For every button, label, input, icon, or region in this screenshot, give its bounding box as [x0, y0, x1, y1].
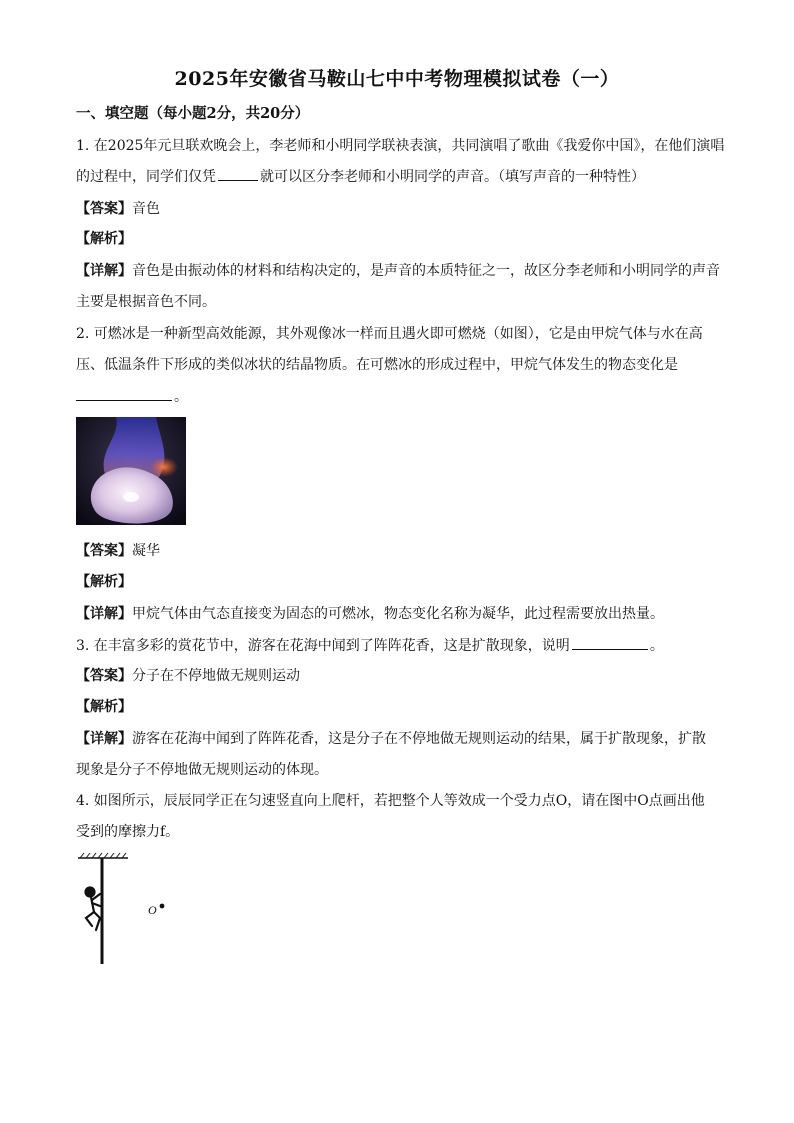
detail-text: 游客在花海中闻到了阵阵花香，这是分子在不停地做无规则运动的结果，属于扩散现象，扩散 [132, 731, 706, 747]
q2-detail-line1 [76, 604, 726, 624]
q1-text-line1: 1. 在2025年元旦联欢晚会上，李老师和小明同学联袂表演，共同演唱了歌曲《我爱你中国》，在他们演唱 [76, 138, 725, 154]
q2-text-line1: 2. 可燃冰是一种新型高效能源，其外观像冰一样而且遇火即可燃烧（如图），它是由甲烷气体与水在高 [76, 326, 703, 342]
q3-text-line1 [76, 635, 726, 656]
q1-answer-blank [218, 166, 258, 181]
section-heading: 一、填空题（每小题2分，共20分） [76, 105, 310, 122]
q4-text-line1: 4. 如图所示，辰辰同学正在匀速竖直向上爬杆，若把整个人等效成一个受力点O，请在图中O点画出他 [76, 793, 705, 809]
combustible-ice-photo [76, 417, 186, 525]
burning-ice-image [76, 417, 186, 525]
q1-detail-line1 [76, 261, 726, 281]
q1-answer [76, 199, 726, 219]
q2-answer-blank [76, 386, 172, 401]
q1-analysis [76, 229, 726, 249]
answer-text: 凝华 [132, 543, 160, 559]
analysis-tag: 【解析】 [76, 574, 132, 590]
detail-tag: 【详解】 [76, 731, 132, 747]
answer-tag: 【答案】 [76, 543, 132, 559]
q3-answer [76, 666, 726, 686]
analysis-tag: 【解析】 [76, 699, 132, 715]
detail-text: 甲烷气体由气态直接变为固态的可燃冰，物态变化名称为凝华，此过程需要放出热量。 [132, 606, 664, 622]
q3-analysis [76, 697, 726, 717]
q2-text-after-blank: 。 [174, 389, 188, 405]
q3-text-after-blank: 。 [649, 638, 664, 654]
q1-detail-line2: 主要是根据音色不同。 [76, 294, 216, 310]
q3-detail-line1 [76, 729, 726, 749]
q1-text-line2 [76, 166, 726, 187]
detail-tag: 【详解】 [76, 263, 132, 279]
answer-tag: 【答案】 [76, 201, 132, 217]
detail-text: 音色是由振动体的材料和结构决定的，是声音的本质特征之一，故区分李老师和小明同学的声音 [132, 263, 720, 279]
q3-text-before-blank: 3. 在丰富多彩的赏花节中，游客在花海中闻到了阵阵花香，这是扩散现象，说明 [76, 638, 570, 654]
answer-text: 分子在不停地做无规则运动 [132, 668, 300, 684]
q3-detail-line2: 现象是分子不停地做无规则运动的体现。 [76, 762, 328, 778]
q2-text-line3 [76, 386, 726, 407]
q1-text-before-blank: 的过程中，同学们仅凭 [76, 169, 216, 185]
q4-text-line2: 受到的摩擦力f。 [76, 824, 180, 840]
q3-answer-blank [572, 635, 648, 650]
q2-analysis [76, 572, 726, 592]
detail-tag: 【详解】 [76, 606, 132, 622]
analysis-tag: 【解析】 [76, 231, 132, 247]
q1-text-after-blank: 就可以区分李老师和小明同学的声音。（填写声音的一种特性） [260, 169, 645, 185]
pole-climbing-figure [70, 850, 190, 970]
pole-climber-diagram [70, 850, 190, 970]
page-title: 2025年安徽省马鞍山七中中考物理模拟试卷（一） [174, 68, 620, 90]
q2-answer [76, 541, 726, 561]
answer-tag: 【答案】 [76, 668, 132, 684]
point-o-label: O [148, 903, 157, 917]
answer-text: 音色 [132, 201, 160, 217]
q2-text-line2: 压、低温条件下形成的类似冰状的结晶物质。在可燃冰的形成过程中，甲烷气体发生的物态变化是 [76, 357, 678, 373]
